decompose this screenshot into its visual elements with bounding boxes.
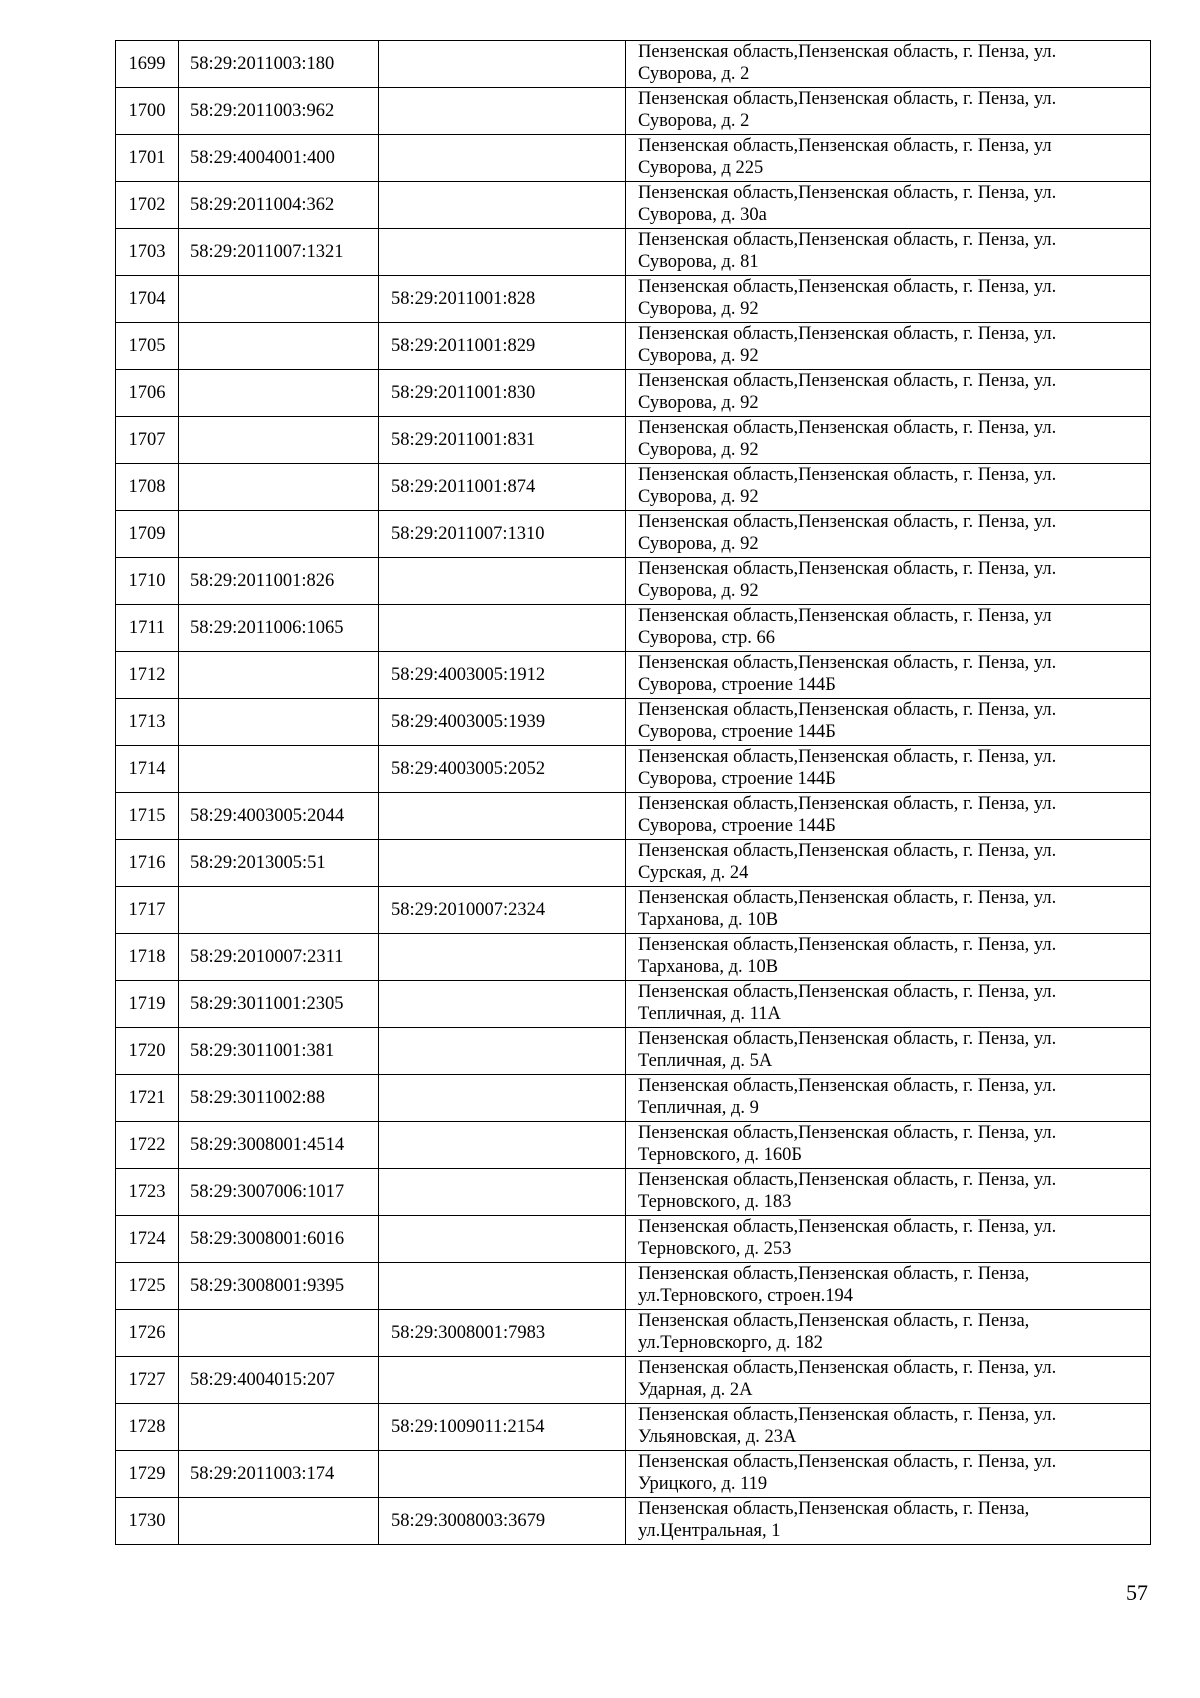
row-number-cell: 1699	[116, 41, 179, 88]
table-row	[116, 558, 1151, 605]
address-line: Суворова, д. 92	[638, 534, 759, 554]
address-line: Пензенская область,Пензенская область, г. Пенза, ул.	[638, 89, 1057, 109]
address-line: Пензенская область,Пензенская область, г. Пенза, ул.	[638, 841, 1057, 861]
address-cell	[626, 558, 1151, 605]
address-line: Тарханова, д. 10В	[638, 957, 779, 977]
address-line: Суворова, д. 92	[638, 581, 759, 601]
table-row	[116, 1216, 1151, 1263]
parent-cadastral-number-cell	[379, 1122, 626, 1169]
cadastral-number-cell	[179, 464, 379, 511]
parent-cadastral-number-cell: 58:29:2011001:831	[379, 417, 626, 464]
table-row	[116, 464, 1151, 511]
table-row	[116, 605, 1151, 652]
address-cell	[626, 840, 1151, 887]
table-row	[116, 1122, 1151, 1169]
parent-cadastral-number-cell	[379, 229, 626, 276]
address-line: Сурская, д. 24	[638, 863, 749, 883]
parent-cadastral-number-cell	[379, 135, 626, 182]
cadastral-number-cell: 58:29:3008001:9395	[179, 1263, 379, 1310]
parent-cadastral-number-cell	[379, 182, 626, 229]
row-number-cell: 1713	[116, 699, 179, 746]
cadastral-number-cell: 58:29:4003005:2044	[179, 793, 379, 840]
address-line: Пензенская область,Пензенская область, г. Пенза, ул.	[638, 1076, 1057, 1096]
address-cell	[626, 652, 1151, 699]
address-line: Пензенская область,Пензенская область, г. Пенза, ул.	[638, 371, 1057, 391]
table-row	[116, 934, 1151, 981]
row-number-cell: 1707	[116, 417, 179, 464]
table-row	[116, 887, 1151, 934]
cadastral-number-cell	[179, 887, 379, 934]
address-line: Суворова, д. 2	[638, 111, 750, 131]
row-number-cell: 1726	[116, 1310, 179, 1357]
row-number-cell: 1712	[116, 652, 179, 699]
row-number-cell: 1710	[116, 558, 179, 605]
row-number-cell: 1717	[116, 887, 179, 934]
address-cell	[626, 464, 1151, 511]
parent-cadastral-number-cell	[379, 840, 626, 887]
cadastral-number-cell	[179, 1310, 379, 1357]
parent-cadastral-number-cell	[379, 1169, 626, 1216]
parent-cadastral-number-cell	[379, 88, 626, 135]
address-cell	[626, 370, 1151, 417]
address-line: Пензенская область,Пензенская область, г. Пенза, ул.	[638, 465, 1057, 485]
row-number-cell: 1721	[116, 1075, 179, 1122]
address-line: Пензенская область,Пензенская область, г. Пенза,	[638, 1311, 1030, 1331]
address-line: Суворова, д 225	[638, 158, 764, 178]
address-line: Терновского, д. 253	[638, 1239, 792, 1259]
row-number-cell: 1727	[116, 1357, 179, 1404]
cadastral-number-cell: 58:29:2011004:362	[179, 182, 379, 229]
address-cell	[626, 41, 1151, 88]
parent-cadastral-number-cell	[379, 1451, 626, 1498]
row-number-cell: 1708	[116, 464, 179, 511]
row-number-cell: 1718	[116, 934, 179, 981]
parent-cadastral-number-cell	[379, 558, 626, 605]
table-row	[116, 417, 1151, 464]
parent-cadastral-number-cell	[379, 1263, 626, 1310]
address-line: Пензенская область,Пензенская область, г. Пенза, ул.	[638, 794, 1057, 814]
row-number-cell: 1719	[116, 981, 179, 1028]
parent-cadastral-number-cell	[379, 793, 626, 840]
address-cell	[626, 417, 1151, 464]
address-line: Пензенская область,Пензенская область, г. Пенза,	[638, 1499, 1030, 1519]
parent-cadastral-number-cell: 58:29:3008003:3679	[379, 1498, 626, 1545]
row-number-cell: 1728	[116, 1404, 179, 1451]
address-line: ул.Терновского, строен.194	[638, 1286, 853, 1306]
address-cell	[626, 229, 1151, 276]
address-line: ул.Центральная, 1	[638, 1521, 781, 1541]
address-line: Пензенская область,Пензенская область, г. Пенза, ул.	[638, 653, 1057, 673]
table-row	[116, 511, 1151, 558]
cadastral-number-cell: 58:29:3008001:6016	[179, 1216, 379, 1263]
cadastral-number-cell	[179, 417, 379, 464]
cadastral-number-cell: 58:29:2013005:51	[179, 840, 379, 887]
table-row	[116, 1169, 1151, 1216]
address-cell	[626, 887, 1151, 934]
address-line: ул.Терновскорго, д. 182	[638, 1333, 823, 1353]
row-number-cell: 1702	[116, 182, 179, 229]
address-cell	[626, 1310, 1151, 1357]
address-line: Пензенская область,Пензенская область, г. Пенза, ул.	[638, 230, 1057, 250]
table-row	[116, 370, 1151, 417]
parent-cadastral-number-cell	[379, 1216, 626, 1263]
table-row	[116, 1310, 1151, 1357]
row-number-cell: 1706	[116, 370, 179, 417]
parent-cadastral-number-cell: 58:29:2011001:874	[379, 464, 626, 511]
address-line: Пензенская область,Пензенская область, г. Пенза, ул.	[638, 183, 1057, 203]
address-cell	[626, 511, 1151, 558]
row-number-cell: 1723	[116, 1169, 179, 1216]
cadastral-number-cell	[179, 746, 379, 793]
table-row	[116, 1451, 1151, 1498]
address-cell	[626, 605, 1151, 652]
address-line: Суворова, д. 92	[638, 393, 759, 413]
table-row	[116, 1404, 1151, 1451]
parent-cadastral-number-cell: 58:29:4003005:2052	[379, 746, 626, 793]
address-line: Суворова, строение 144Б	[638, 722, 836, 742]
row-number-cell: 1701	[116, 135, 179, 182]
address-line: Суворова, строение 144Б	[638, 816, 836, 836]
address-line: Пензенская область,Пензенская область, г. Пенза, ул.	[638, 747, 1057, 767]
table-row	[116, 793, 1151, 840]
address-cell	[626, 1028, 1151, 1075]
parent-cadastral-number-cell: 58:29:2011007:1310	[379, 511, 626, 558]
address-line: Пензенская область,Пензенская область, г. Пенза, ул.	[638, 1358, 1057, 1378]
address-cell	[626, 1122, 1151, 1169]
address-line: Суворова, строение 144Б	[638, 769, 836, 789]
address-line: Суворова, стр. 66	[638, 628, 775, 648]
address-cell	[626, 1498, 1151, 1545]
table-row	[116, 88, 1151, 135]
address-line: Суворова, д. 92	[638, 299, 759, 319]
address-line: Пензенская область,Пензенская область, г. Пенза, ул.	[638, 700, 1057, 720]
page-number: 57	[1126, 1580, 1148, 1605]
address-line: Суворова, д. 92	[638, 346, 759, 366]
cadastral-number-cell	[179, 323, 379, 370]
table-row	[116, 1357, 1151, 1404]
cadastral-number-cell: 58:29:4004015:207	[179, 1357, 379, 1404]
parent-cadastral-number-cell: 58:29:4003005:1939	[379, 699, 626, 746]
address-line: Пензенская область,Пензенская область, г. Пенза, ул.	[638, 1123, 1057, 1143]
address-cell	[626, 1169, 1151, 1216]
table-row	[116, 182, 1151, 229]
parent-cadastral-number-cell	[379, 934, 626, 981]
cadastral-number-cell: 58:29:2011007:1321	[179, 229, 379, 276]
parent-cadastral-number-cell: 58:29:2011001:830	[379, 370, 626, 417]
address-line: Пензенская область,Пензенская область, г. Пенза, ул.	[638, 418, 1057, 438]
cadastral-number-cell	[179, 1404, 379, 1451]
address-cell	[626, 1357, 1151, 1404]
parent-cadastral-number-cell: 58:29:1009011:2154	[379, 1404, 626, 1451]
row-number-cell: 1704	[116, 276, 179, 323]
table-row	[116, 1498, 1151, 1545]
table-row	[116, 840, 1151, 887]
address-line: Пензенская область,Пензенская область, г. Пенза, ул.	[638, 982, 1057, 1002]
parent-cadastral-number-cell	[379, 41, 626, 88]
address-line: Пензенская область,Пензенская область, г. Пенза, ул.	[638, 559, 1057, 579]
table-row	[116, 981, 1151, 1028]
table-row	[116, 1263, 1151, 1310]
address-line: Пензенская область,Пензенская область, г. Пенза, ул.	[638, 888, 1057, 908]
address-line: Суворова, д. 30а	[638, 205, 767, 225]
address-line: Пензенская область,Пензенская область, г. Пенза, ул.	[638, 512, 1057, 532]
parent-cadastral-number-cell: 58:29:3008001:7983	[379, 1310, 626, 1357]
address-line: Пензенская область,Пензенская область, г. Пенза, ул	[638, 136, 1052, 156]
address-line: Тепличная, д. 11А	[638, 1004, 781, 1024]
parent-cadastral-number-cell: 58:29:2010007:2324	[379, 887, 626, 934]
cadastral-number-cell: 58:29:3011002:88	[179, 1075, 379, 1122]
cadastral-number-cell	[179, 511, 379, 558]
address-cell	[626, 135, 1151, 182]
cadastral-number-cell: 58:29:3008001:4514	[179, 1122, 379, 1169]
address-line: Пензенская область,Пензенская область, г. Пенза, ул.	[638, 42, 1057, 62]
row-number-cell: 1716	[116, 840, 179, 887]
address-line: Терновского, д. 160Б	[638, 1145, 803, 1165]
parent-cadastral-number-cell	[379, 1075, 626, 1122]
cadastral-number-cell: 58:29:2011001:826	[179, 558, 379, 605]
table-row	[116, 323, 1151, 370]
table-row	[116, 1075, 1151, 1122]
address-line: Пензенская область,Пензенская область, г. Пенза,	[638, 1264, 1030, 1284]
cadastral-number-cell: 58:29:2011003:180	[179, 41, 379, 88]
cadastral-number-cell: 58:29:3011001:381	[179, 1028, 379, 1075]
address-line: Пензенская область,Пензенская область, г. Пенза, ул.	[638, 324, 1057, 344]
address-cell	[626, 276, 1151, 323]
row-number-cell: 1705	[116, 323, 179, 370]
row-number-cell: 1711	[116, 605, 179, 652]
address-cell	[626, 182, 1151, 229]
row-number-cell: 1709	[116, 511, 179, 558]
row-number-cell: 1724	[116, 1216, 179, 1263]
address-cell	[626, 1075, 1151, 1122]
address-line: Тепличная, д. 9	[638, 1098, 759, 1118]
registry-table-body	[116, 41, 1151, 1545]
table-row	[116, 41, 1151, 88]
address-line: Урицкого, д. 119	[638, 1474, 768, 1494]
table-row	[116, 699, 1151, 746]
cadastral-number-cell	[179, 276, 379, 323]
address-line: Пензенская область,Пензенская область, г. Пенза, ул.	[638, 1452, 1057, 1472]
row-number-cell: 1714	[116, 746, 179, 793]
address-cell	[626, 793, 1151, 840]
land-registry-table	[115, 40, 1151, 1545]
address-line: Пензенская область,Пензенская область, г. Пенза, ул.	[638, 1170, 1057, 1190]
parent-cadastral-number-cell	[379, 1357, 626, 1404]
cadastral-number-cell	[179, 699, 379, 746]
row-number-cell: 1715	[116, 793, 179, 840]
row-number-cell: 1700	[116, 88, 179, 135]
row-number-cell: 1703	[116, 229, 179, 276]
address-line: Суворова, строение 144Б	[638, 675, 836, 695]
cadastral-number-cell: 58:29:3011001:2305	[179, 981, 379, 1028]
address-cell	[626, 1263, 1151, 1310]
cadastral-number-cell: 58:29:2010007:2311	[179, 934, 379, 981]
cadastral-number-cell: 58:29:4004001:400	[179, 135, 379, 182]
table-row	[116, 276, 1151, 323]
parent-cadastral-number-cell	[379, 981, 626, 1028]
address-line: Пензенская область,Пензенская область, г. Пенза, ул.	[638, 1029, 1057, 1049]
row-number-cell: 1729	[116, 1451, 179, 1498]
address-cell	[626, 88, 1151, 135]
address-cell	[626, 981, 1151, 1028]
address-line: Пензенская область,Пензенская область, г. Пенза, ул.	[638, 277, 1057, 297]
cadastral-number-cell: 58:29:2011003:962	[179, 88, 379, 135]
address-line: Тепличная, д. 5А	[638, 1051, 773, 1071]
row-number-cell: 1725	[116, 1263, 179, 1310]
address-line: Пензенская область,Пензенская область, г. Пенза, ул.	[638, 1217, 1057, 1237]
cadastral-number-cell	[179, 370, 379, 417]
row-number-cell: 1730	[116, 1498, 179, 1545]
row-number-cell: 1720	[116, 1028, 179, 1075]
address-cell	[626, 323, 1151, 370]
address-line: Суворова, д. 81	[638, 252, 759, 272]
address-line: Суворова, д. 2	[638, 64, 750, 84]
table-row	[116, 652, 1151, 699]
address-line: Пензенская область,Пензенская область, г. Пенза, ул.	[638, 1405, 1057, 1425]
table-row	[116, 229, 1151, 276]
cadastral-number-cell	[179, 652, 379, 699]
address-cell	[626, 1451, 1151, 1498]
parent-cadastral-number-cell: 58:29:2011001:828	[379, 276, 626, 323]
address-line: Пензенская область,Пензенская область, г. Пенза, ул.	[638, 935, 1057, 955]
address-line: Суворова, д. 92	[638, 440, 759, 460]
address-line: Ульяновская, д. 23А	[638, 1427, 797, 1447]
address-line: Терновского, д. 183	[638, 1192, 792, 1212]
address-cell	[626, 746, 1151, 793]
address-cell	[626, 1216, 1151, 1263]
table-row	[116, 135, 1151, 182]
address-line: Пензенская область,Пензенская область, г. Пенза, ул	[638, 606, 1052, 626]
parent-cadastral-number-cell	[379, 1028, 626, 1075]
table-row	[116, 746, 1151, 793]
address-line: Тарханова, д. 10В	[638, 910, 779, 930]
cadastral-number-cell: 58:29:2011006:1065	[179, 605, 379, 652]
parent-cadastral-number-cell: 58:29:2011001:829	[379, 323, 626, 370]
cadastral-number-cell: 58:29:3007006:1017	[179, 1169, 379, 1216]
address-line: Суворова, д. 92	[638, 487, 759, 507]
address-cell	[626, 1404, 1151, 1451]
parent-cadastral-number-cell: 58:29:4003005:1912	[379, 652, 626, 699]
parent-cadastral-number-cell	[379, 605, 626, 652]
row-number-cell: 1722	[116, 1122, 179, 1169]
cadastral-number-cell: 58:29:2011003:174	[179, 1451, 379, 1498]
address-line: Ударная, д. 2А	[638, 1380, 753, 1400]
address-cell	[626, 699, 1151, 746]
address-cell	[626, 934, 1151, 981]
table-row	[116, 1028, 1151, 1075]
cadastral-number-cell	[179, 1498, 379, 1545]
